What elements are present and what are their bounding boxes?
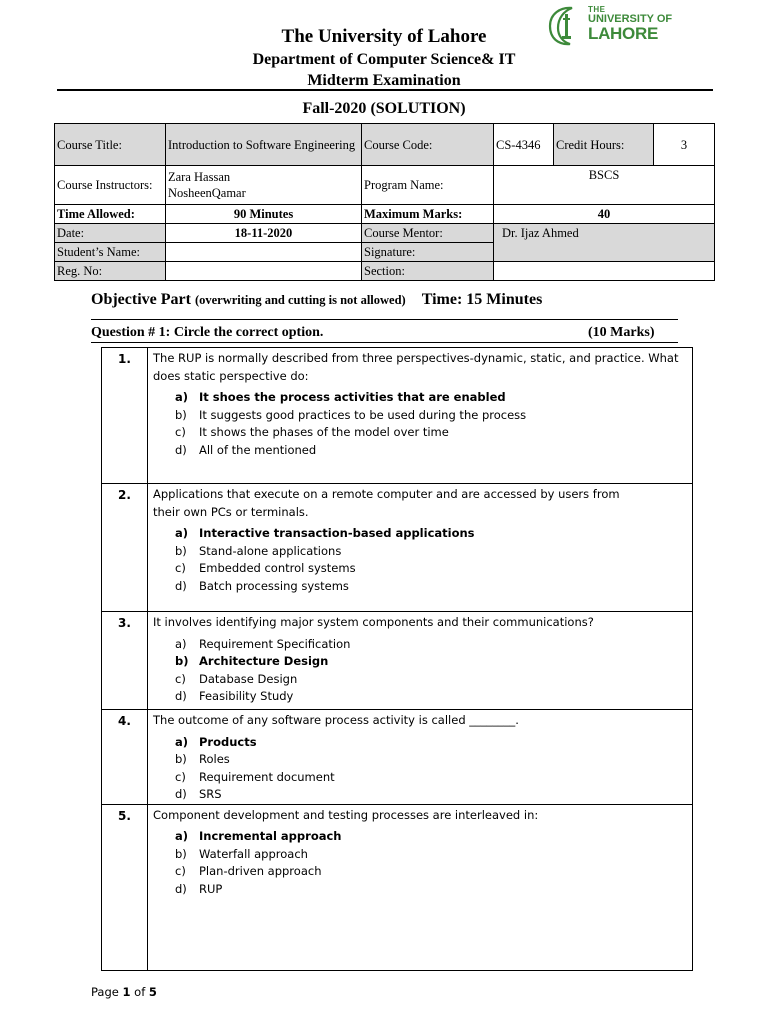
option-letter: b) xyxy=(175,543,187,558)
footer-page-total: 5 xyxy=(148,985,157,999)
credit-hours-label: Credit Hours: xyxy=(554,124,654,166)
student-name-field xyxy=(166,243,362,262)
option-text: It suggests good practices to be used during the process xyxy=(199,407,527,422)
option-correct xyxy=(153,389,687,407)
option-letter: b) xyxy=(175,407,187,422)
question-number: 2. xyxy=(102,484,148,612)
question-row xyxy=(102,612,693,710)
mentor-value: Dr. Ijaz Ahmed xyxy=(494,224,715,262)
option-text: Feasibility Study xyxy=(199,689,294,703)
page-footer xyxy=(91,985,157,999)
objective-title: Objective Part xyxy=(91,291,191,308)
option-letter: c) xyxy=(175,864,186,878)
mentor-label: Course Mentor: xyxy=(362,224,494,243)
course-code-value: CS-4346 xyxy=(494,124,554,166)
date-value: 18-11-2020 xyxy=(166,224,362,243)
option-letter: a) xyxy=(175,390,189,404)
question-number: 3. xyxy=(102,612,148,710)
question-number: 4. xyxy=(102,710,148,805)
signature-label: Signature: xyxy=(362,243,494,262)
option-text: SRS xyxy=(199,787,222,801)
max-marks-value: 40 xyxy=(494,205,715,224)
option-text: Embedded control systems xyxy=(199,561,356,575)
option-letter: d) xyxy=(175,442,187,457)
date-label: Date: xyxy=(55,224,166,243)
time-allowed-label: Time Allowed: xyxy=(55,205,166,224)
option-letter: a) xyxy=(175,734,189,749)
option-text: Batch processing systems xyxy=(199,578,349,593)
option-letter: a) xyxy=(175,829,189,843)
option-text: Roles xyxy=(199,752,230,766)
program-label: Program Name: xyxy=(362,166,494,205)
question-heading: Question # 1: Circle the correct option. xyxy=(91,325,324,340)
question-text: It involves identifying major system components and their communications? xyxy=(153,615,594,629)
option-list xyxy=(153,828,687,898)
footer-page-prefix: Page xyxy=(91,985,123,999)
question-row xyxy=(102,710,693,805)
objective-part-heading xyxy=(91,291,542,309)
instructors-value xyxy=(166,166,362,205)
question-body xyxy=(148,484,693,612)
option-text: Requirement document xyxy=(199,769,335,784)
option-text: Requirement Specification xyxy=(199,636,351,651)
section-field xyxy=(494,262,715,281)
option-correct xyxy=(153,525,687,543)
question-text: The RUP is normally described from three perspectives-dynamic, static, and practice. What xyxy=(153,351,679,365)
footer-page-number: 1 xyxy=(122,985,131,999)
option-letter: b) xyxy=(175,752,187,766)
objective-divider xyxy=(91,319,678,320)
instructor-2: NosheenQamar xyxy=(168,186,246,200)
option-letter: d) xyxy=(175,578,187,593)
option-text: Interactive transaction-based applications xyxy=(199,526,475,540)
department-title: Department of Computer Science& IT xyxy=(252,51,516,68)
option-item xyxy=(153,407,687,425)
option-text: Waterfall approach xyxy=(199,846,308,861)
option-letter: c) xyxy=(175,671,186,686)
option-text: Database Design xyxy=(199,671,298,686)
option-letter: c) xyxy=(175,769,186,784)
option-list xyxy=(153,389,687,459)
question-body xyxy=(148,348,693,484)
objective-time: Time: 15 Minutes xyxy=(421,291,543,308)
option-item xyxy=(153,636,687,654)
term-title xyxy=(0,100,768,118)
option-letter: a) xyxy=(175,636,187,651)
reg-no-field xyxy=(166,262,362,281)
option-text: It shows the phases of the model over time xyxy=(199,425,449,439)
course-title-value: Introduction to Software Engineering xyxy=(166,124,362,166)
option-item xyxy=(153,863,687,881)
questions-table xyxy=(101,347,693,971)
option-item xyxy=(153,881,687,899)
option-list xyxy=(153,636,687,706)
course-info-table xyxy=(54,123,715,281)
option-item xyxy=(153,578,687,596)
objective-note: (overwriting and cutting is not allowed) xyxy=(194,293,406,307)
question-text: The outcome of any software process activity is called ________. xyxy=(153,713,519,727)
question-divider xyxy=(91,342,678,343)
option-letter: d) xyxy=(175,787,187,801)
university-title: The University of Lahore xyxy=(281,26,487,47)
option-item xyxy=(153,786,687,804)
logo-the-text: THE xyxy=(588,5,606,14)
option-letter: b) xyxy=(175,846,187,861)
option-letter: c) xyxy=(175,561,186,575)
option-item xyxy=(153,543,687,561)
question-text: Applications that execute on a remote computer and are accessed by users from xyxy=(153,487,620,501)
option-letter: b) xyxy=(175,654,189,668)
option-item xyxy=(153,671,687,689)
credit-hours-value: 3 xyxy=(654,124,715,166)
option-item xyxy=(153,442,687,460)
option-item xyxy=(153,560,687,578)
option-text: Products xyxy=(199,734,257,749)
option-item xyxy=(153,424,687,442)
question-body xyxy=(148,710,693,805)
option-letter: d) xyxy=(175,881,187,896)
footer-of: of xyxy=(130,985,149,999)
max-marks-label: Maximum Marks: xyxy=(362,205,494,224)
question-body xyxy=(148,612,693,710)
instructor-1: Zara Hassan xyxy=(168,170,231,184)
option-item xyxy=(153,846,687,864)
term-note: (SOLUTION) xyxy=(370,100,466,117)
time-allowed-value: 90 Minutes xyxy=(166,205,362,224)
question-row xyxy=(102,804,693,970)
option-letter: c) xyxy=(175,425,186,439)
option-correct xyxy=(153,734,687,752)
section-label: Section: xyxy=(362,262,494,281)
logo-lahore-text: LAHORE xyxy=(588,24,658,43)
option-correct xyxy=(153,653,687,671)
question-row xyxy=(102,348,693,484)
term-main: Fall-2020 xyxy=(302,100,367,117)
question-number: 1. xyxy=(102,348,148,484)
question-number: 5. xyxy=(102,804,148,970)
header-divider xyxy=(57,89,713,91)
option-text: Stand-alone applications xyxy=(199,543,342,558)
option-text: Plan-driven approach xyxy=(199,864,322,878)
program-value: BSCS xyxy=(494,166,715,205)
option-item xyxy=(153,688,687,706)
exam-title: Midterm Examination xyxy=(307,72,461,89)
course-code-label: Course Code: xyxy=(362,124,494,166)
question-text: does static perspective do: xyxy=(153,368,309,383)
option-item xyxy=(153,751,687,769)
reg-no-label: Reg. No: xyxy=(55,262,166,281)
instructors-label: Course Instructors: xyxy=(55,166,166,205)
question-row xyxy=(102,484,693,612)
option-letter: a) xyxy=(175,526,189,540)
option-item xyxy=(153,769,687,787)
student-name-label: Student’s Name: xyxy=(55,243,166,262)
logo-university-text: UNIVERSITY OF xyxy=(588,13,673,25)
option-text: Incremental approach xyxy=(199,829,342,843)
question-text: their own PCs or terminals. xyxy=(153,504,309,519)
option-list xyxy=(153,734,687,804)
option-list xyxy=(153,525,687,595)
option-correct xyxy=(153,828,687,846)
option-text: All of the mentioned xyxy=(199,442,317,457)
question-marks: (10 Marks) xyxy=(588,325,655,340)
option-text: Architecture Design xyxy=(199,654,329,668)
question-body xyxy=(148,804,693,970)
option-text: It shoes the process activities that are enabled xyxy=(199,390,506,404)
option-text: RUP xyxy=(199,881,223,896)
question-text: Component development and testing processes are interleaved in: xyxy=(153,807,539,822)
option-letter: d) xyxy=(175,689,187,703)
course-title-label: Course Title: xyxy=(55,124,166,166)
